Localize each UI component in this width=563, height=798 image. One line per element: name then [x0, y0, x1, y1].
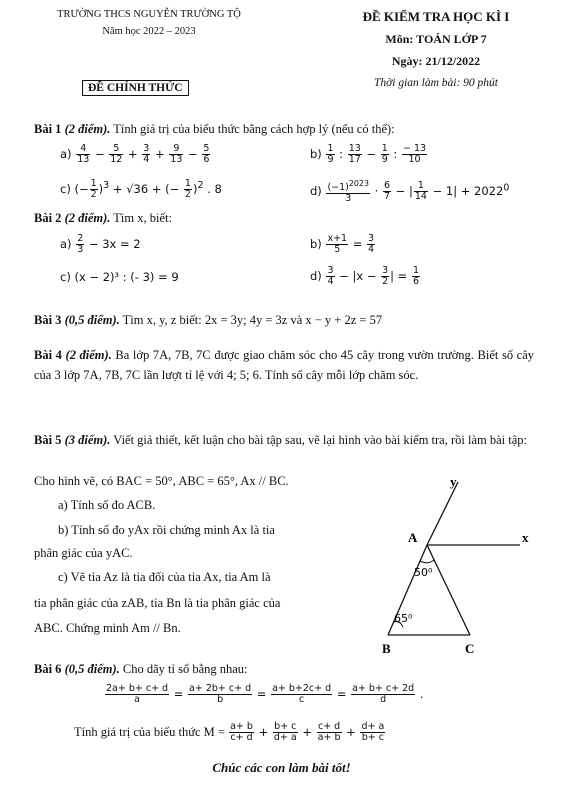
bai3-heading: Bài 3 (0,5 điểm). Tìm x, y, z biết: 2x = 3y; 4y = 3z và x − y + 2z = 57 — [34, 313, 383, 327]
angle-label-a: 50⁰ — [414, 566, 433, 579]
bai4-paragraph: Bài 4 (2 điểm). Ba lớp 7A, 7B, 7C được giao chăm sóc cho 45 cây trong vườn trường. Biết số cây của 3 lớp 7A, 7B, 7C lần lượt tỉ lệ với 4; 5; 6. Tính số cây mỗi lớp chăm sóc. — [34, 348, 535, 382]
official-label: ĐỀ CHÍNH THỨC — [82, 80, 189, 96]
bai5-c2: tia phân giác của zAB, tia Bn là tia phân giác của — [34, 596, 281, 610]
bai6-expression: Tính giá trị của biểu thức M = $\frac{a+ b}{c+ d}$ + $\frac{b+ c}{d+ a}$ + $\frac{c+ d}{a+ b}$ + $\frac{d+ a}{b+ c}$ — [74, 721, 385, 743]
geometry-figure — [370, 470, 540, 660]
exam-header — [316, 6, 556, 94]
footer-message: Chúc các con làm bài tốt! — [212, 760, 351, 775]
bai5-paragraph: Bài 5 (3 điểm). Viết giả thiết, kết luận cho bài tập sau, vẽ lại hình vào bài kiểm tra, rồi làm bài tập: — [34, 433, 527, 447]
label-a: A — [408, 530, 418, 545]
bai2-b: b) $\frac{x+1}{5}$ = $\frac{3}{4}$ — [310, 233, 375, 255]
label-b: B — [382, 641, 391, 656]
school-name: TRƯỜNG THCS NGUYỄN TRƯỜNG TỘ — [57, 9, 241, 20]
angle-label-b: 65⁰ — [394, 612, 413, 625]
bai1-heading: Bài 1 (2 điểm). Tính giá trị của biểu thức bằng cách hợp lý (nếu có thể): — [34, 122, 395, 136]
bai2-heading: Bài 2 (2 điểm). Tìm x, biết: — [34, 211, 172, 225]
ray-ay — [427, 482, 458, 545]
exam-title: ĐỀ KIỂM TRA HỌC KÌ I — [362, 9, 510, 24]
bai5-c1: c) Vẽ tia Az là tia đối của tia Ax, tia Am là — [58, 570, 271, 584]
bai1-c: c) (− $\frac{1}{2}$ )$^3$ + √36 + (− $\frac{1}{2}$ )$^2$ . 8 — [60, 178, 222, 200]
bai5-given: Cho hình vẽ, có BAC = 50°, ABC = 65°, Ax // BC. — [34, 474, 289, 488]
bai6-ratio-chain: $\frac{2a+ b+ c+ d}{a}$ = $\frac{a+ 2b+ c+ d}{b}$ = $\frac{a+ b+2c+ d}{c}$ = $\frac{a+ b+ c+ 2d}{d}$ . — [106, 683, 424, 705]
bai6-heading: Bài 6 (0,5 điểm). Cho dãy tỉ số bằng nhau: — [34, 662, 248, 676]
label-c: C — [465, 641, 475, 656]
bai1-d: d) $\frac{(-1)^{2023}}{3}$ · $\frac{6}{7}$ − | $\frac{1}{14}$ − $1| + 2022^0$ — [310, 179, 510, 205]
bai5-b2: phân giác của yAC. — [34, 546, 133, 560]
bai2-d: d) $\frac{3}{4}$ − |x − $\frac{3}{2}$ | = $\frac{1}{6}$ — [310, 265, 419, 287]
exam-duration: Thời gian làm bài: 90 phút — [373, 77, 499, 89]
label-x: x — [522, 530, 529, 545]
bai2-a: a) $\frac{2}{3}$ − 3x = 2 — [60, 233, 141, 255]
bai5-c3: ABC. Chứng minh Am // Bn. — [34, 621, 181, 635]
angle-arc-a — [420, 560, 434, 563]
bai5-b1: b) Tính số đo yAx rồi chứng minh Ax là tia — [58, 523, 275, 537]
label-y: y — [450, 474, 457, 489]
bai5-a: a) Tính số đo ACB. — [58, 498, 156, 512]
bai1-b: b) $\frac{1}{9}$ : $\frac{13}{17}$ − $\frac{1}{9}$ : $\frac{- 13}{10}$ — [310, 143, 427, 165]
bai1-a: a) $\frac{4}{13}$ − $\frac{5}{12}$ + $\frac{3}{4}$ + $\frac{9}{13}$ − $\frac{5}{6}$ — [60, 143, 210, 165]
segment-ac — [427, 545, 470, 635]
school-year: Năm học 2022 – 2023 — [102, 26, 196, 37]
school-header — [34, 6, 264, 40]
exam-subject: Môn: TOÁN LỚP 7 — [385, 32, 487, 46]
exam-date: Ngày: 21/12/2022 — [391, 54, 481, 68]
bai2-c: c) (x − 2)³ : (- 3) = 9 — [60, 270, 179, 284]
